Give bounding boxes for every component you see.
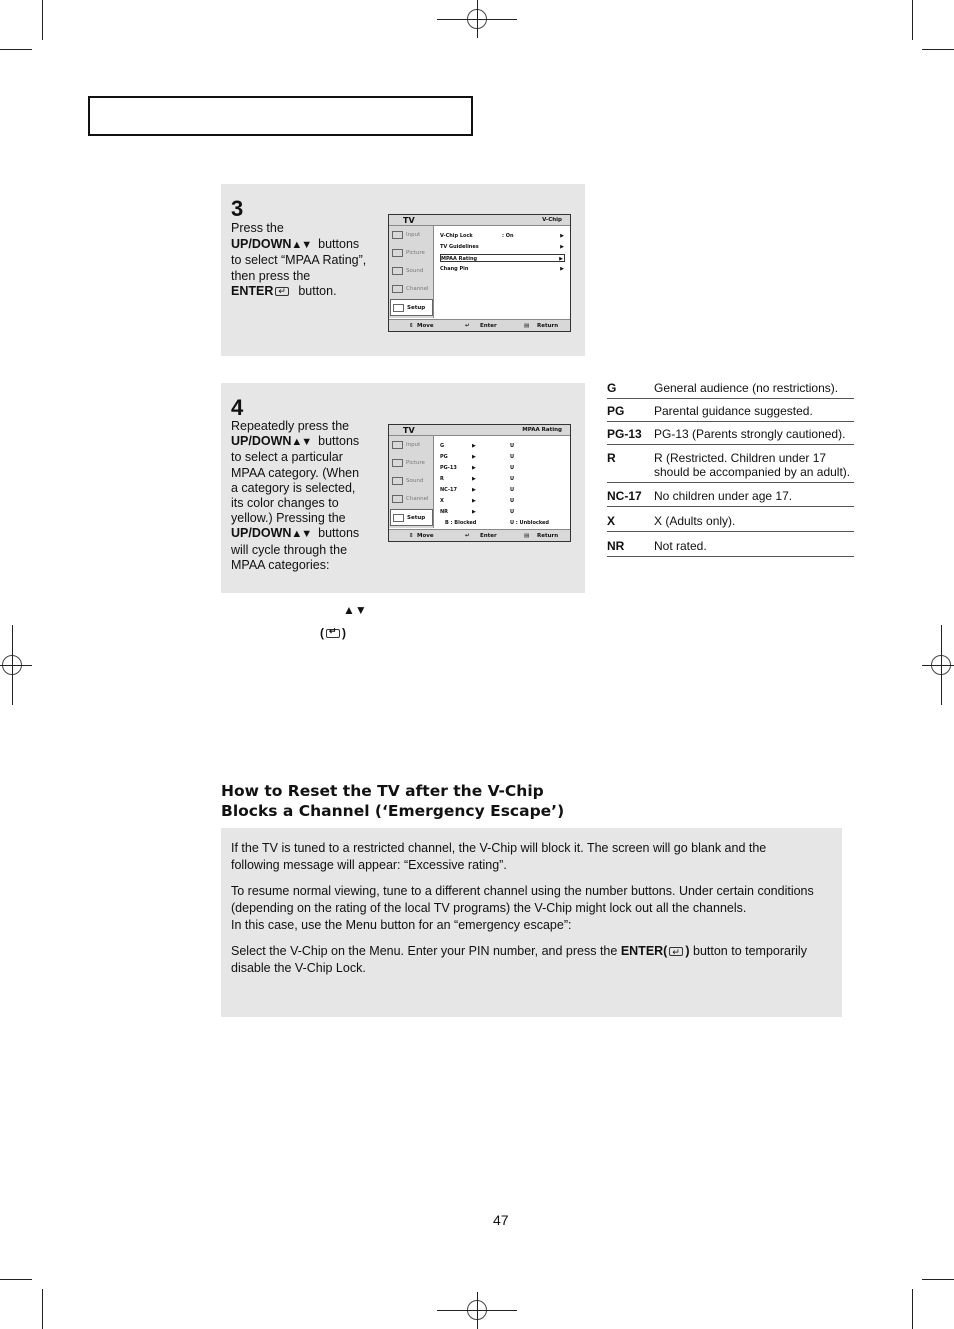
osd-tv-label: TV	[403, 216, 415, 225]
tv-osd-vchip	[388, 214, 571, 332]
osd-footer	[389, 529, 570, 541]
crop-mark	[0, 49, 32, 50]
osd-row: X ▶ U	[440, 498, 515, 504]
rating-row	[607, 507, 854, 532]
rating-desc: General audience (no restrictions).	[654, 381, 839, 395]
osd-row: PG-13 ▶ U	[440, 465, 515, 471]
registration-mark	[12, 625, 13, 705]
osd-title: V-Chip	[542, 217, 562, 223]
updown-label: UP/DOWN	[231, 434, 292, 449]
enter-icon	[275, 287, 289, 296]
rating-code: R	[607, 451, 616, 465]
enter-label: ENTER	[231, 284, 274, 298]
step-text-line: button.	[298, 284, 337, 298]
step-3-instructions	[231, 221, 391, 300]
right-arrow-icon: ▶	[472, 465, 476, 471]
osd-sidebar	[389, 226, 434, 318]
registration-mark	[477, 1292, 478, 1329]
step-4-panel	[221, 383, 585, 593]
antenna-icon	[392, 495, 403, 503]
step-text-line: to select “MPAA Rating”,	[231, 253, 367, 267]
crop-mark	[922, 49, 954, 50]
osd-move: Move	[417, 323, 434, 329]
right-arrow-icon: ▶	[559, 256, 563, 262]
speaker-icon	[392, 267, 403, 275]
right-arrow-icon: ▶	[472, 476, 476, 482]
right-arrow-icon: ▶	[560, 266, 564, 272]
osd-row: R ▶ U	[440, 476, 515, 482]
osd-menu-setup: Setup	[390, 509, 433, 526]
osd-footer	[389, 319, 570, 331]
right-arrow-icon: ▶	[472, 443, 476, 449]
updown-label: UP/DOWN	[231, 236, 292, 251]
step-text-line: then press the	[231, 268, 311, 283]
registration-mark	[0, 665, 32, 666]
up-down-arrow-icon: ▲▼	[291, 436, 312, 449]
osd-menu-channel: Channel	[390, 491, 433, 508]
osd-move: Move	[417, 533, 434, 539]
osd-row-selected: MPAA Rating ▶	[441, 256, 563, 262]
rating-code: G	[607, 381, 617, 395]
osd-menu-channel: Channel	[390, 281, 433, 298]
osd-enter: Enter	[480, 323, 497, 329]
crop-mark	[912, 1289, 913, 1329]
return-icon: ▤	[524, 323, 530, 329]
up-down-arrow-icon: ▲▼	[291, 238, 312, 251]
paragraph: Select the V-Chip on the Menu. Enter your PIN number, and press the ENTER(↵ ) button to temporarily disable the V-Chip Lock.	[231, 943, 821, 977]
rating-row	[607, 399, 854, 422]
right-arrow-icon: ▶	[472, 487, 476, 493]
paragraph: To resume normal viewing, tune to a different channel using the number buttons. Under certain conditions (depending on the rating of the local TV programs) the V-Chip might lock out all the channels. In this case, use the Menu button for an “emergency escape”:	[231, 884, 814, 932]
osd-row: Chang Pin ▶	[440, 266, 564, 272]
rating-desc: PG-13 (Parents strongly cautioned).	[654, 427, 846, 441]
osd-menu-picture: Picture	[390, 245, 433, 262]
return-icon: ▤	[524, 533, 530, 539]
osd-tv-label: TV	[403, 426, 415, 435]
enter-glyph-group: (↵ )	[320, 626, 346, 640]
right-arrow-icon: ▶	[560, 244, 564, 250]
osd-menu-sound: Sound	[390, 473, 433, 490]
rating-code: X	[607, 514, 616, 528]
step-number: 4	[231, 395, 244, 420]
step-number: 3	[231, 196, 244, 221]
osd-row: NR ▶ U	[440, 509, 515, 515]
paragraph: If the TV is tuned to a restricted channel, the V-Chip will block it. The screen will go blank and the following message will appear: “Excessive rating”.	[231, 841, 767, 872]
setup-icon	[393, 514, 404, 522]
rating-code: PG	[607, 404, 625, 418]
step-4-instructions: Repeatedly press the UP/DOWN▲▼ buttons to select a particular MPAA category. (When a category is selected, its color changes to yellow.) Pressing the UP/DOWN▲▼ buttons will cycle through the MPAA categories:	[231, 419, 360, 572]
rating-desc: Parental guidance suggested.	[654, 404, 813, 418]
crop-mark	[912, 0, 913, 40]
osd-row: PG ▶ U	[440, 454, 515, 460]
enter-icon: ↵	[465, 533, 470, 539]
step-3-panel	[221, 184, 585, 356]
move-icon: ⇕	[409, 323, 414, 329]
rating-code: NR	[607, 539, 625, 553]
enter-icon	[326, 629, 340, 638]
picture-icon	[392, 249, 403, 257]
registration-mark	[477, 0, 478, 38]
osd-sidebar	[389, 436, 434, 528]
header-box	[88, 96, 473, 136]
osd-return: Return	[537, 323, 559, 329]
osd-menu-input: Input	[390, 437, 433, 454]
enter-icon	[669, 947, 683, 956]
osd-legend: B : Blocked U : Unblocked	[445, 520, 550, 526]
rating-row	[607, 422, 854, 445]
osd-header	[389, 215, 570, 226]
registration-mark	[941, 625, 942, 705]
osd-menu-picture: Picture	[390, 455, 433, 472]
rating-row	[607, 445, 854, 483]
osd-enter: Enter	[480, 533, 497, 539]
osd-row: G ▶ U	[440, 443, 515, 449]
crop-mark	[42, 1289, 43, 1329]
right-arrow-icon: ▶	[472, 509, 476, 515]
picture-icon	[392, 459, 403, 467]
up-down-arrow-icon: ▲▼	[343, 603, 367, 617]
antenna-icon	[392, 285, 403, 293]
setup-icon	[393, 304, 404, 312]
registration-mark	[922, 665, 954, 666]
osd-row: V-Chip Lock : On ▶	[440, 233, 564, 239]
right-arrow-icon: ▶	[472, 498, 476, 504]
crop-mark	[0, 1279, 32, 1280]
right-arrow-icon: ▶	[560, 233, 564, 239]
right-arrow-icon: ▶	[472, 454, 476, 460]
crop-mark	[922, 1279, 954, 1280]
input-icon	[392, 441, 403, 449]
rating-code: NC-17	[607, 489, 642, 503]
rating-row	[607, 532, 854, 557]
section-heading: How to Reset the TV after the V-Chip Blocks a Channel (‘Emergency Escape’)	[221, 782, 565, 820]
updown-label: UP/DOWN	[231, 526, 292, 541]
tv-osd-mpaa	[388, 424, 571, 542]
rating-desc: No children under age 17.	[654, 489, 793, 503]
speaker-icon	[392, 477, 403, 485]
rating-code: PG-13	[607, 427, 642, 441]
mpaa-rating-table	[607, 378, 854, 557]
up-down-arrow-icon: ▲▼	[291, 528, 312, 541]
emergency-escape-panel	[221, 828, 842, 1017]
rating-desc: Not rated.	[654, 539, 707, 553]
page-number: 47	[493, 1212, 509, 1228]
step-text-line: buttons	[318, 236, 360, 251]
rating-desc: R (Restricted. Children under 17 should be accompanied by an adult).	[654, 451, 851, 479]
osd-return: Return	[537, 533, 559, 539]
osd-menu-input: Input	[390, 227, 433, 244]
step-text-line: Press the	[231, 221, 284, 235]
rating-desc: X (Adults only).	[654, 514, 736, 528]
input-icon	[392, 231, 403, 239]
osd-menu-setup: Setup	[390, 299, 433, 316]
osd-title: MPAA Rating	[522, 427, 562, 433]
osd-row: NC-17 ▶ U	[440, 487, 515, 493]
osd-menu-sound: Sound	[390, 263, 433, 280]
crop-mark	[42, 0, 43, 40]
enter-icon: ↵	[465, 323, 470, 329]
osd-header	[389, 425, 570, 436]
osd-row: TV Guidelines ▶	[440, 244, 564, 250]
rating-row	[607, 378, 854, 399]
rating-row	[607, 483, 854, 507]
move-icon: ⇕	[409, 533, 414, 539]
